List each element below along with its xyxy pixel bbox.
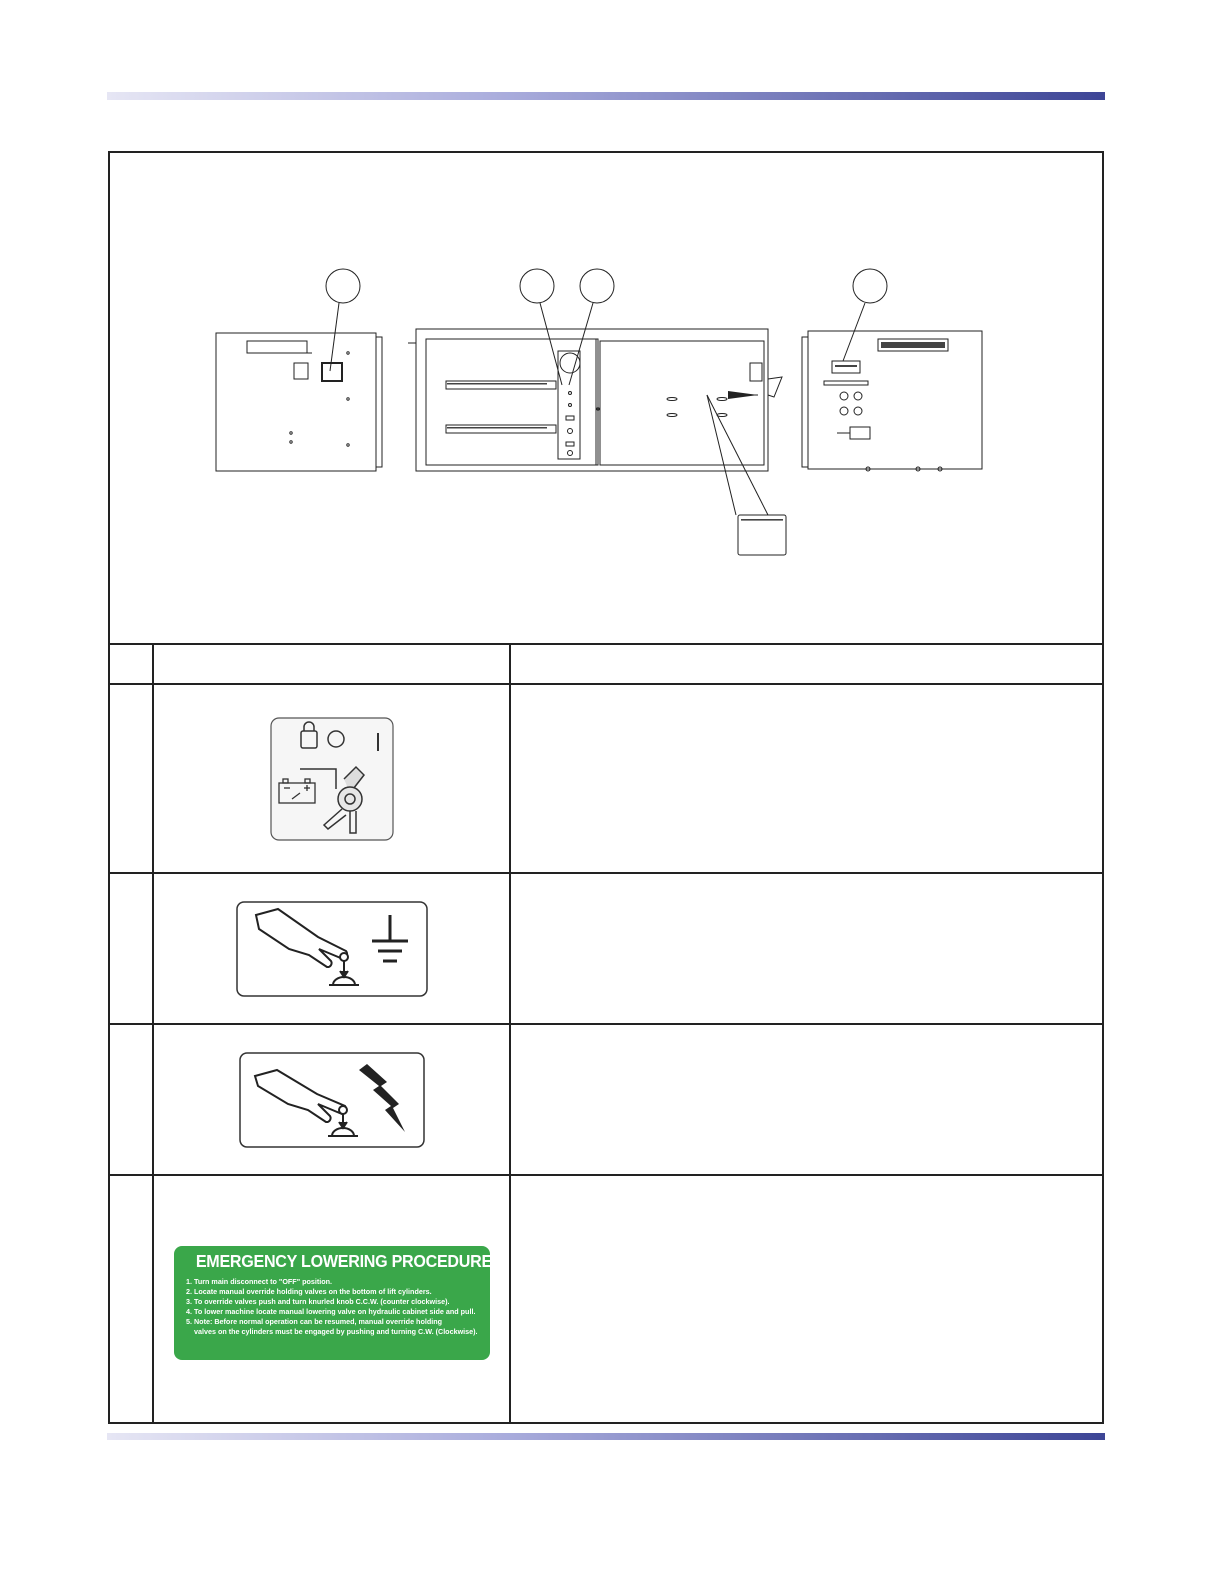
callout-circle-3: [580, 269, 614, 303]
emergency-step: 3. To override valves push and turn knurled knob C.C.W. (counter clockwise).: [186, 1296, 450, 1306]
table-rule: [110, 643, 1102, 645]
emergency-lowering-decal: [174, 1246, 490, 1360]
callout-circle-2: [520, 269, 554, 303]
table-column-rule: [152, 643, 154, 1422]
emergency-decal-title: EMERGENCY LOWERING PROCEDURE: [195, 1251, 492, 1271]
table-rule: [110, 872, 1102, 874]
header-rule: [107, 92, 1105, 100]
table-rule: [110, 1174, 1102, 1176]
table-rule: [110, 683, 1102, 685]
emergency-step: 1. Turn main disconnect to "OFF" position.: [186, 1277, 333, 1286]
table-rule: [110, 1023, 1102, 1025]
emergency-step: 4. To lower machine locate manual lowering valve on hydraulic cabinet side and pull.: [186, 1306, 476, 1316]
machine-views-drawing: [110, 153, 1102, 643]
emergency-step: 2. Locate manual override holding valves on the bottom of lift cylinders.: [186, 1286, 432, 1296]
decal-table-frame: [108, 151, 1104, 1424]
emergency-step: valves on the cylinders must be engaged by pushing and turning C.W. (Clockwise).: [186, 1326, 478, 1336]
emergency-step: 5. Note: Before normal operation can be resumed, manual override holding: [186, 1316, 443, 1326]
decal-location-figure: [110, 153, 1102, 643]
ground-point-decal: [236, 901, 428, 997]
electrical-hazard-decal: [239, 1052, 425, 1148]
table-column-rule: [509, 643, 511, 1422]
footer-rule: [107, 1433, 1105, 1440]
callout-circle-1: [326, 269, 360, 303]
battery-disconnect-decal: [270, 717, 394, 841]
emergency-steps-list: [186, 1277, 480, 1336]
callout-circle-4: [853, 269, 887, 303]
